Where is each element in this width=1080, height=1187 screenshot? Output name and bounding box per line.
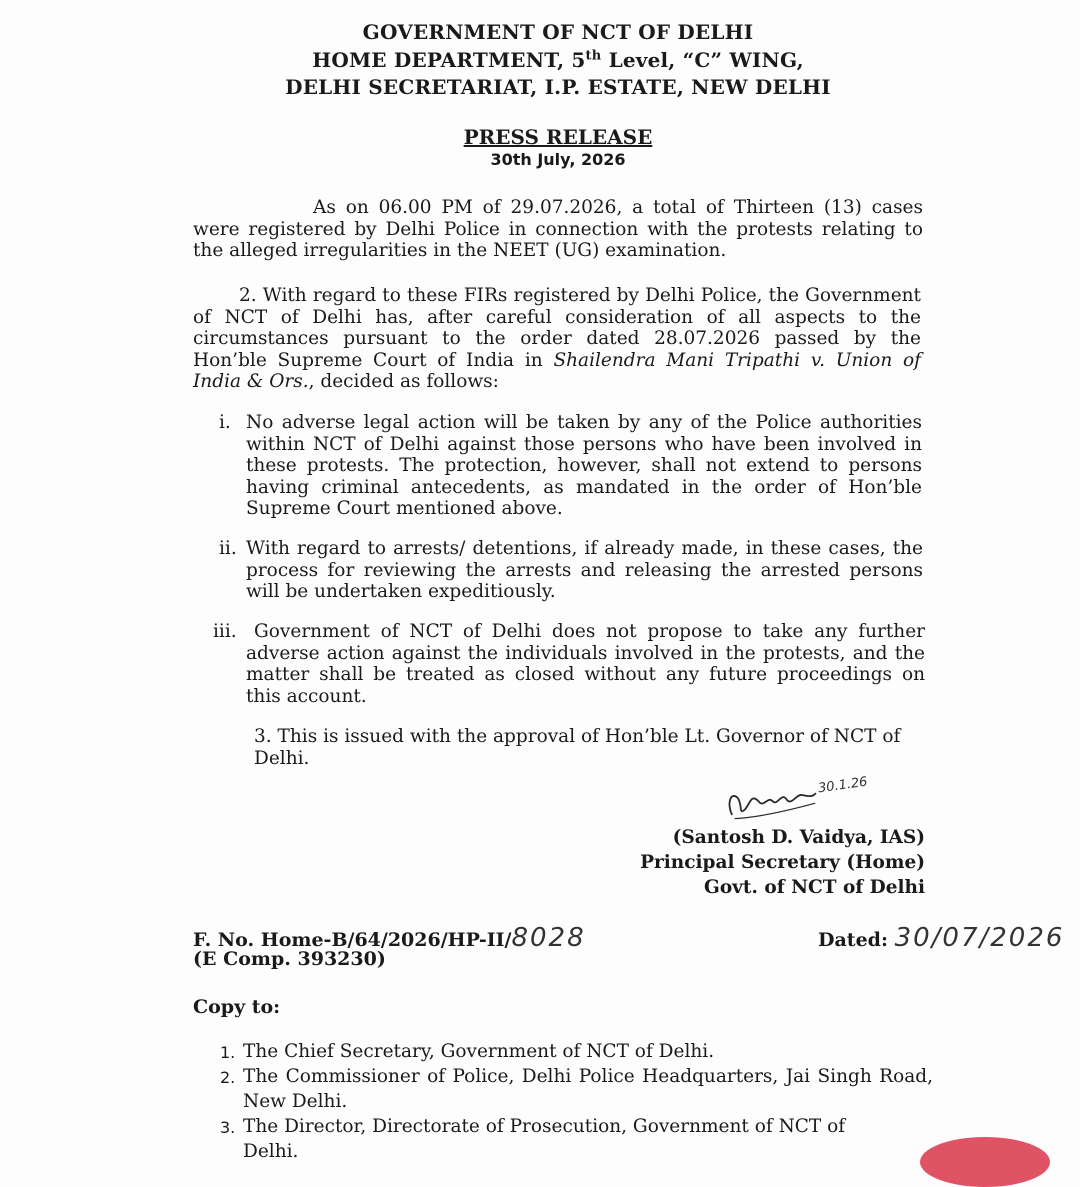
signatory-designation: Principal Secretary (Home) — [640, 852, 925, 873]
signature-scribble-icon — [720, 764, 884, 826]
item-1-text: No adverse legal action will be taken by any of the Police authorities within NCT of Delhi against those persons who have been involved in these protests. The protection, however, shall not extend to persons having criminal antecedents, as mandated in the order of Hon’ble Supreme Court mentioned above. — [246, 412, 922, 519]
dated: Dated: 30/07/2026 — [818, 923, 1065, 953]
handwritten-signature — [720, 764, 884, 826]
e-comp-number: (E Comp. 393230) — [193, 948, 386, 970]
item-2-number: ii. — [219, 538, 237, 559]
header-line-3: DELHI SECRETARIAT, I.P. ESTATE, NEW DELHI — [285, 75, 831, 99]
signatory-name: (Santosh D. Vaidya, IAS) — [672, 827, 925, 848]
header-line-2: HOME DEPARTMENT, 5th Level, “C” WING, — [312, 48, 804, 72]
red-stamp-mark — [920, 1137, 1050, 1187]
copy-item-3-text: The Director, Directorate of Prosecution, Government of NCT of Delhi. — [243, 1116, 846, 1162]
press-release-date: 30th July, 2026 — [490, 150, 626, 169]
dated-handwritten: 30/07/2026 — [894, 923, 1065, 953]
header-line-1: GOVERNMENT OF NCT OF DELHI — [362, 20, 754, 44]
signature-date: 30.1.26 — [817, 774, 869, 797]
copy-item-2-text: The Commissioner of Police, Delhi Police Headquarters, Jai Singh Road, New Delhi. — [243, 1066, 933, 1112]
paragraph-2: 2. With regard to these FIRs registered by Delhi Police, the Government of NCT of Delhi has, after careful consideration of all aspects to the circumstances pursuant to the order dated 28.07.2026 passed by the Hon’ble Supreme Court of India in Shailendra Mani Tripathi v. Union of India & Ors., decided as follows: — [193, 285, 921, 392]
copy-item-3-number: 3. — [220, 1118, 236, 1137]
copy-item-1-number: 1. — [220, 1043, 236, 1062]
copy-to-heading: Copy to: — [193, 996, 281, 1018]
item-2-text: With regard to arrests/ detentions, if already made, in these cases, the process for reviewing the arrests and releasing the arrested persons will be undertaken expeditiously. — [246, 538, 923, 602]
signatory-office: Govt. of NCT of Delhi — [704, 877, 925, 898]
item-3-text: Government of NCT of Delhi does not propose to take any further adverse action against the individuals involved in the protests, and the matter shall be treated as closed without any future proceedings on this account. — [246, 621, 925, 707]
copy-item-2-number: 2. — [220, 1068, 236, 1087]
item-3-number: iii. — [213, 621, 237, 642]
item-1-number: i. — [219, 412, 231, 433]
paragraph-1: As on 06.00 PM of 29.07.2026, a total of Thirteen (13) cases were registered by Delhi Police in connection with the protests relating to the alleged irregularities in the NEET (UG) examination. — [193, 197, 923, 261]
file-number: F. No. Home-B/64/2026/HP-II/8028 — [193, 923, 586, 953]
copy-item-1-text: The Chief Secretary, Government of NCT of Delhi. — [243, 1041, 715, 1062]
signature-block — [640, 825, 925, 900]
paragraph-3: 3. This is issued with the approval of Hon’ble Lt. Governor of NCT of Delhi. — [254, 726, 901, 769]
press-release-title: PRESS RELEASE — [463, 125, 653, 149]
file-number-handwritten: 8028 — [511, 923, 586, 953]
